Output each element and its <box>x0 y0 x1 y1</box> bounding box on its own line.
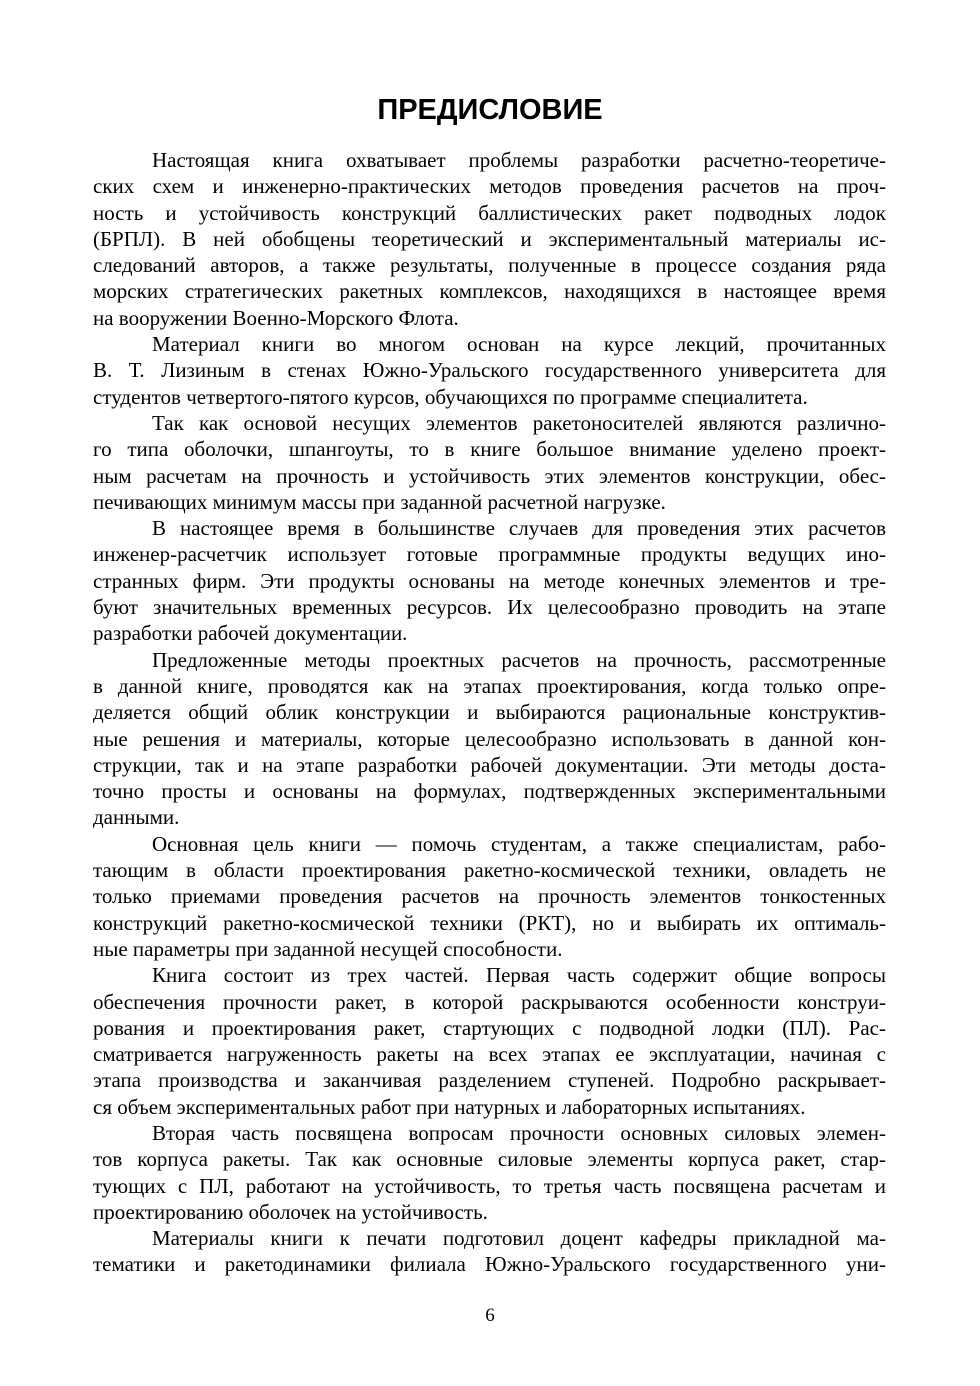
text-line: проектированию оболочек на устойчивость. <box>93 1199 488 1224</box>
text-line: буют значительных временных ресурсов. Их целесообразно проводить на этапе <box>93 595 886 620</box>
text-line: ся объем экспериментальных работ при натурных и лабораторных испытаниях. <box>93 1094 806 1119</box>
text-line: В. Т. Лизиным в стенах Южно-Уральского государственного университета для <box>93 358 886 383</box>
text-line: В настоящее время в большинстве случаев для проведения этих расчетов <box>152 516 886 541</box>
paragraph <box>93 331 886 410</box>
text-line: странных фирм. Эти продукты основаны на методе конечных элементов и тре- <box>93 568 886 593</box>
text-line: в данной книге, проводятся как на этапах проектирования, когда только опре- <box>93 673 886 698</box>
text-line: ным расчетам на прочность и устойчивость этих элементов конструкции, обес- <box>93 463 886 488</box>
text-line: деляется общий облик конструкции и выбираются рациональные конструктив- <box>93 700 886 725</box>
text-line: тематики и ракетодинамики филиала Южно-Уральского государственного уни- <box>93 1252 886 1277</box>
text-line: студентов четвертого-пятого курсов, обучающихся по программе специалитета. <box>93 384 808 409</box>
text-line: печивающих минимум массы при заданной расчетной нагрузке. <box>93 489 666 514</box>
paragraph <box>93 831 886 962</box>
text-line: Материал книги во многом основан на курсе лекций, прочитанных <box>152 332 886 357</box>
paragraph <box>93 1225 886 1278</box>
text-line: данными. <box>93 805 180 830</box>
paragraph <box>93 147 886 331</box>
text-line: разработки рабочей документации. <box>93 621 408 646</box>
text-line: ность и устойчивость конструкций баллистических ракет подводных лодок <box>93 200 886 225</box>
paragraph <box>93 515 886 646</box>
text-line: ные решения и материалы, которые целесообразно использовать в данной кон- <box>93 726 886 751</box>
text-line: тов корпуса ракеты. Так как основные силовые элементы корпуса ракет, стар- <box>93 1147 886 1172</box>
text-line: (БРПЛ). В ней обобщены теоретический и экспериментальный материалы ис- <box>93 226 886 251</box>
text-line: тающим в области проектирования ракетно-космической техники, овладеть не <box>93 858 886 883</box>
page-title: ПРЕДИСЛОВИЕ <box>377 94 603 126</box>
page-number: 6 <box>485 1305 495 1326</box>
text-line: Настоящая книга охватывает проблемы разработки расчетно-теоретиче- <box>152 148 886 172</box>
text-line: струкции, так и на этапе разработки рабочей документации. Эти методы доста- <box>93 752 886 777</box>
text-line: инженер-расчетчик использует готовые программные продукты ведущих ино- <box>93 542 886 567</box>
text-line: точно просты и основаны на формулах, подтвержденных экспериментальными <box>93 779 886 804</box>
paragraph <box>93 410 886 515</box>
paragraph <box>93 962 886 1120</box>
text-line: Материалы книги к печати подготовил доцент кафедры прикладной ма- <box>152 1226 886 1251</box>
text-line: го типа оболочки, шпангоуты, то в книге большое внимание уделено проект- <box>93 437 886 462</box>
text-line: Предложенные методы проектных расчетов на прочность, рассмотренные <box>152 647 886 672</box>
text-line: Вторая часть посвящена вопросам прочности основных силовых элемен- <box>152 1120 886 1145</box>
text-line: Так как основой несущих элементов ракетоносителей являются различно- <box>152 410 886 435</box>
text-line: следований авторов, а также результаты, полученные в процессе создания ряда <box>93 253 886 278</box>
text-line: на вооружении Военно-Морского Флота. <box>93 305 459 330</box>
body-text <box>93 147 886 1278</box>
text-line: Основная цель книги — помочь студентам, а также специалистам, рабо- <box>152 831 886 856</box>
text-line: Книга состоит из трех частей. Первая часть содержит общие вопросы <box>152 963 886 988</box>
text-line: морских стратегических ракетных комплексов, находящихся в настоящее время <box>93 279 886 304</box>
text-line: тующих с ПЛ, работают на устойчивость, то третья часть посвящена расчетам и <box>93 1173 886 1198</box>
text-line: ные параметры при заданной несущей способности. <box>93 936 563 961</box>
paragraph <box>93 1120 886 1225</box>
text-line: рования и проектирования ракет, стартующих с подводной лодки (ПЛ). Рас- <box>93 1015 886 1040</box>
text-line: обеспечения прочности ракет, в которой раскрываются особенности конструи- <box>93 989 886 1014</box>
text-line: ских схем и инженерно-практических методов проведения расчетов на проч- <box>93 174 886 199</box>
text-line: сматривается нагруженность ракеты на всех этапах ее эксплуатации, начиная с <box>93 1042 886 1067</box>
paragraph <box>93 647 886 831</box>
text-line: этапа производства и заканчивая разделением ступеней. Подробно раскрывает- <box>93 1068 886 1093</box>
text-line: только приемами проведения расчетов на прочность элементов тонкостенных <box>93 884 886 909</box>
text-line: конструкций ракетно-космической техники (РКТ), но и выбирать их оптималь- <box>93 910 886 935</box>
